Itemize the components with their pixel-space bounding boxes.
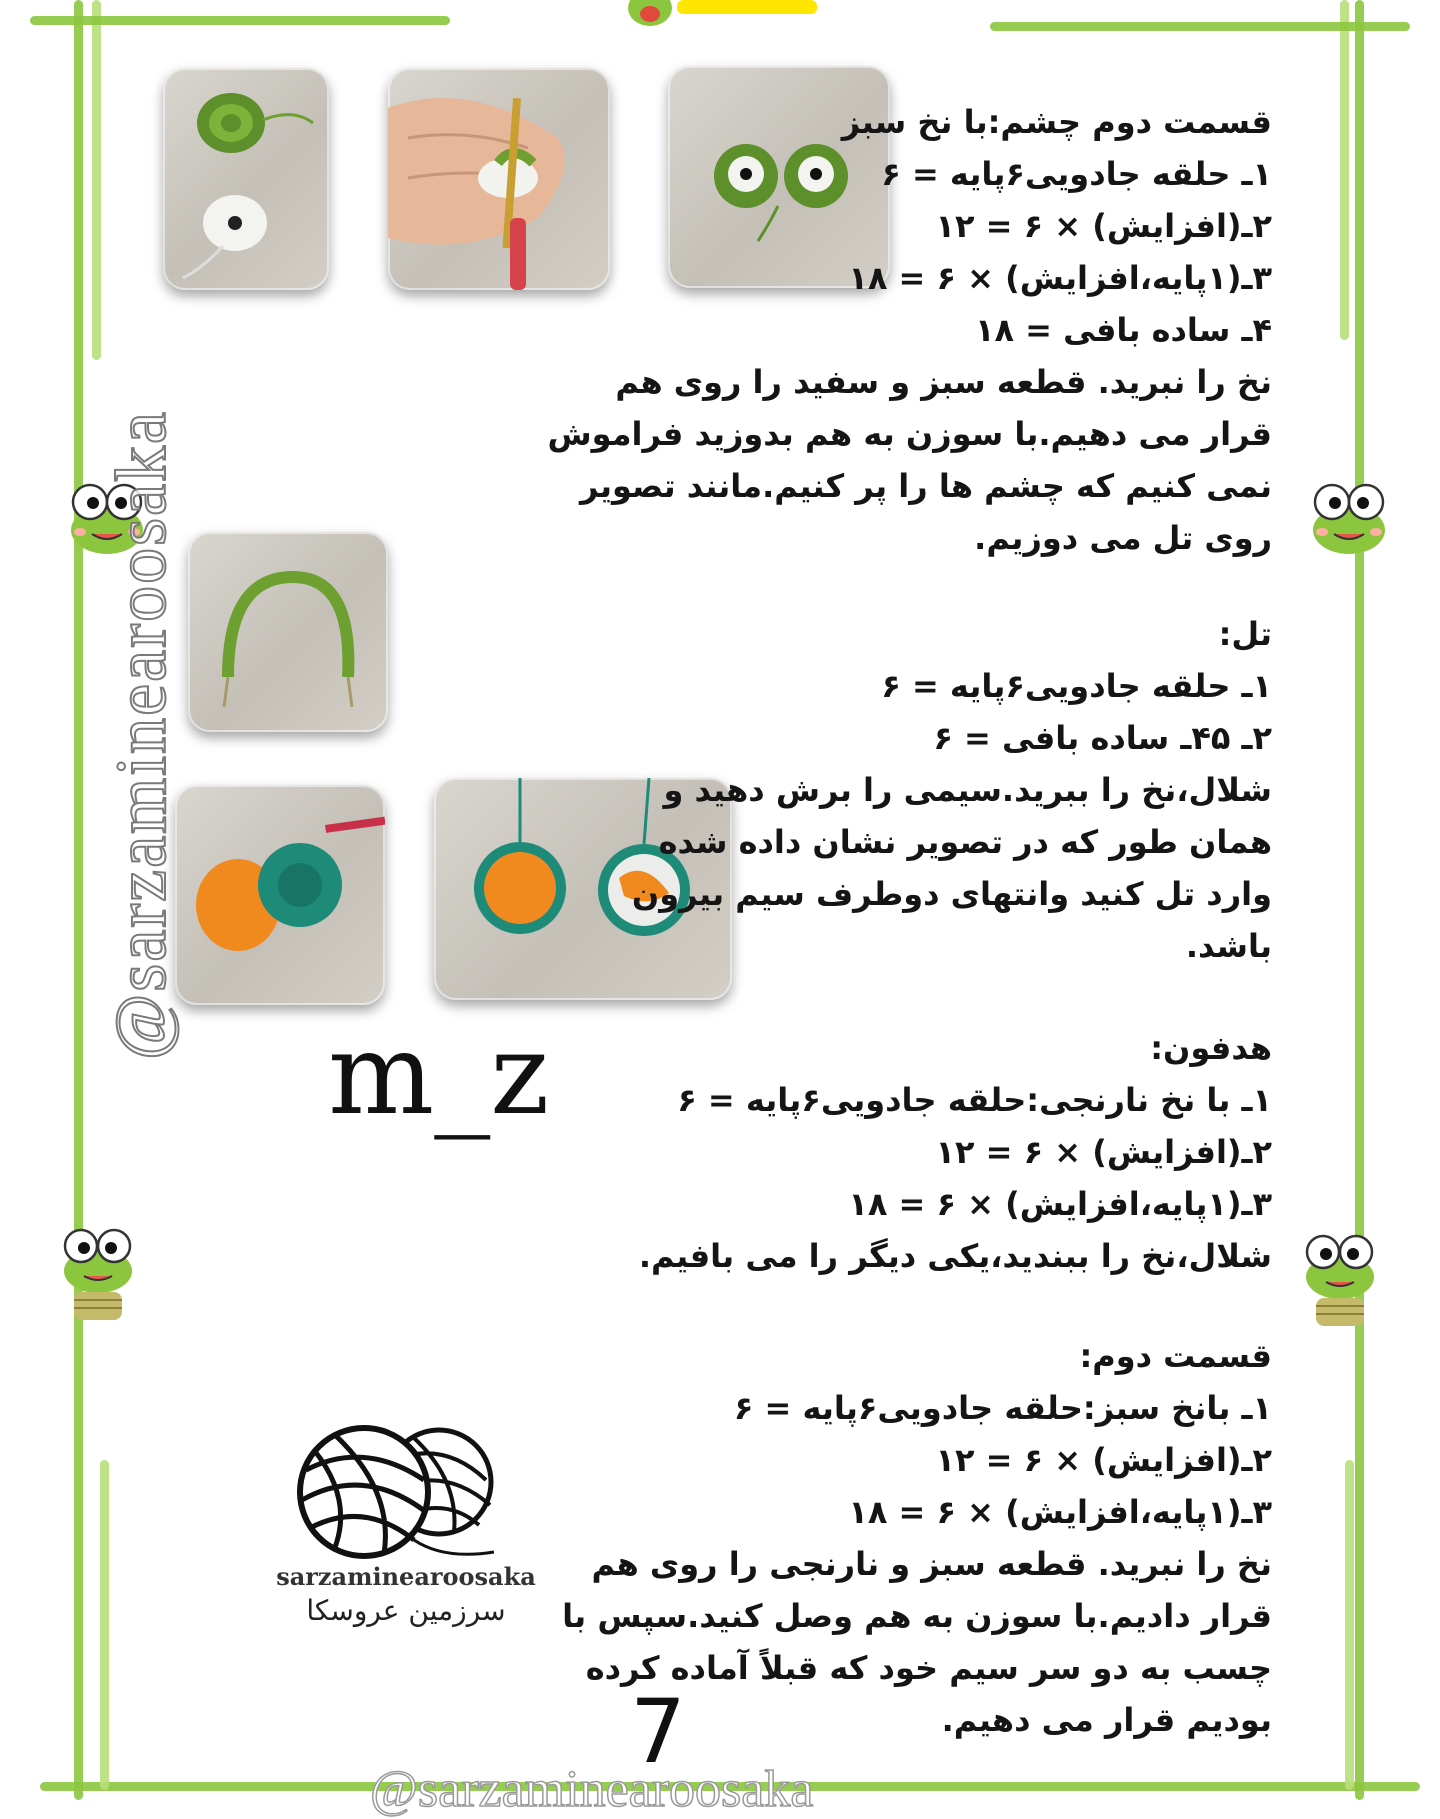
- frog-left-lower-icon: [56, 1226, 140, 1326]
- section-heading: هدفون:: [1150, 1029, 1272, 1067]
- text-line: چسب به دو سر سیم خود که قبلاً آماده کرده: [585, 1649, 1272, 1687]
- frog-right-icon: [1306, 478, 1392, 558]
- frog-mascot-top-icon: [615, 0, 825, 30]
- text-line: ۳ـ(۱پایه،افزایش) × ۶ = ۱۸: [848, 1493, 1272, 1531]
- text-line: ۳ـ(۱پایه،افزایش) × ۶ = ۱۸: [848, 259, 1272, 297]
- photo-headphone-discs: [175, 785, 385, 1005]
- logo-name-english: sarzaminearoosaka: [276, 1562, 536, 1591]
- text-line: ۲ـ(افزایش) × ۶ = ۱۲: [935, 1133, 1272, 1171]
- text-line: همان طور که در تصویر نشان داده شده: [658, 823, 1272, 861]
- text-line: ۴ـ ساده بافی = ۱۸: [974, 311, 1272, 349]
- frame-right: [1355, 0, 1364, 1800]
- text-line: روی تل می دوزیم.: [974, 519, 1272, 557]
- watermark-bottom: @sarzaminearoosaka: [370, 1761, 814, 1818]
- headband-instructions: [632, 608, 1272, 972]
- text-line: شلال،نخ را ببرید.سیمی را برش دهید و: [663, 771, 1272, 809]
- frame-bottom-right-inner: [1345, 1460, 1354, 1790]
- text-line: قرار می دهیم.با سوزن به هم بدوزید فراموش: [547, 415, 1272, 453]
- text-line: ۱ـ با نخ نارنجی:حلقه جادویی۶پایه = ۶: [677, 1081, 1272, 1119]
- text-line: ۳ـ(۱پایه،افزایش) × ۶ = ۱۸: [848, 1185, 1272, 1223]
- text-line: نخ را نبرید. قطعه سبز و سفید را روی هم: [615, 363, 1272, 401]
- photo-eye-pieces: [163, 68, 329, 290]
- text-line: ۲ـ ۴۵ـ ساده بافی = ۶: [933, 719, 1272, 757]
- logo-name-persian: سرزمین عروسکا: [306, 1594, 506, 1627]
- text-line: قسمت دوم چشم:با نخ سبز: [841, 103, 1272, 141]
- photo-headband: [188, 532, 388, 732]
- frog-right-lower-icon: [1298, 1232, 1382, 1332]
- page-number: 7: [630, 1680, 686, 1783]
- text-line: بودیم قرار می دهیم.: [941, 1701, 1272, 1739]
- text-line: ۲ـ(افزایش) × ۶ = ۱۲: [935, 207, 1272, 245]
- text-line: ۱ـ حلقه جادویی۶پایه = ۶: [881, 667, 1272, 705]
- frame-left-inner: [92, 0, 101, 360]
- text-line: ۱ـ بانخ سبز:حلقه جادویی۶پایه = ۶: [733, 1389, 1272, 1427]
- author-signature: m_z: [328, 1010, 550, 1140]
- frame-left: [74, 0, 83, 1800]
- text-line: قرار دادیم.با سوزن به هم وصل کنید.سپس با: [562, 1597, 1272, 1635]
- text-line: باشد.: [1185, 927, 1272, 965]
- watermark-vertical: @sarzaminearoosaka: [101, 409, 181, 1060]
- section-heading: تل:: [1218, 615, 1272, 653]
- headphone-instructions: [639, 1022, 1272, 1282]
- text-line: ۱ـ حلقه جادویی۶پایه = ۶: [881, 155, 1272, 193]
- section-heading: قسمت دوم:: [1079, 1337, 1272, 1375]
- text-line: نخ را نبرید. قطعه سبز و نارنجی را روی هم: [591, 1545, 1272, 1583]
- text-line: شلال،نخ را ببندید،یکی دیگر را می بافیم.: [638, 1237, 1272, 1275]
- text-line: ۲ـ(افزایش) × ۶ = ۱۲: [935, 1441, 1272, 1479]
- frame-top-left: [30, 16, 450, 25]
- text-line: نمی کنیم که چشم ها را پر کنیم.مانند تصویر: [580, 467, 1272, 505]
- text-line: وارد تل کنید وانتهای دوطرف سیم بیرون: [631, 875, 1272, 913]
- yarn-balls-logo-icon: [294, 1420, 504, 1560]
- eye-second-part-instructions: [547, 96, 1272, 564]
- frame-top-right: [990, 22, 1410, 31]
- frame-right-inner: [1340, 0, 1349, 340]
- frame-bottom-left-inner: [100, 1460, 109, 1790]
